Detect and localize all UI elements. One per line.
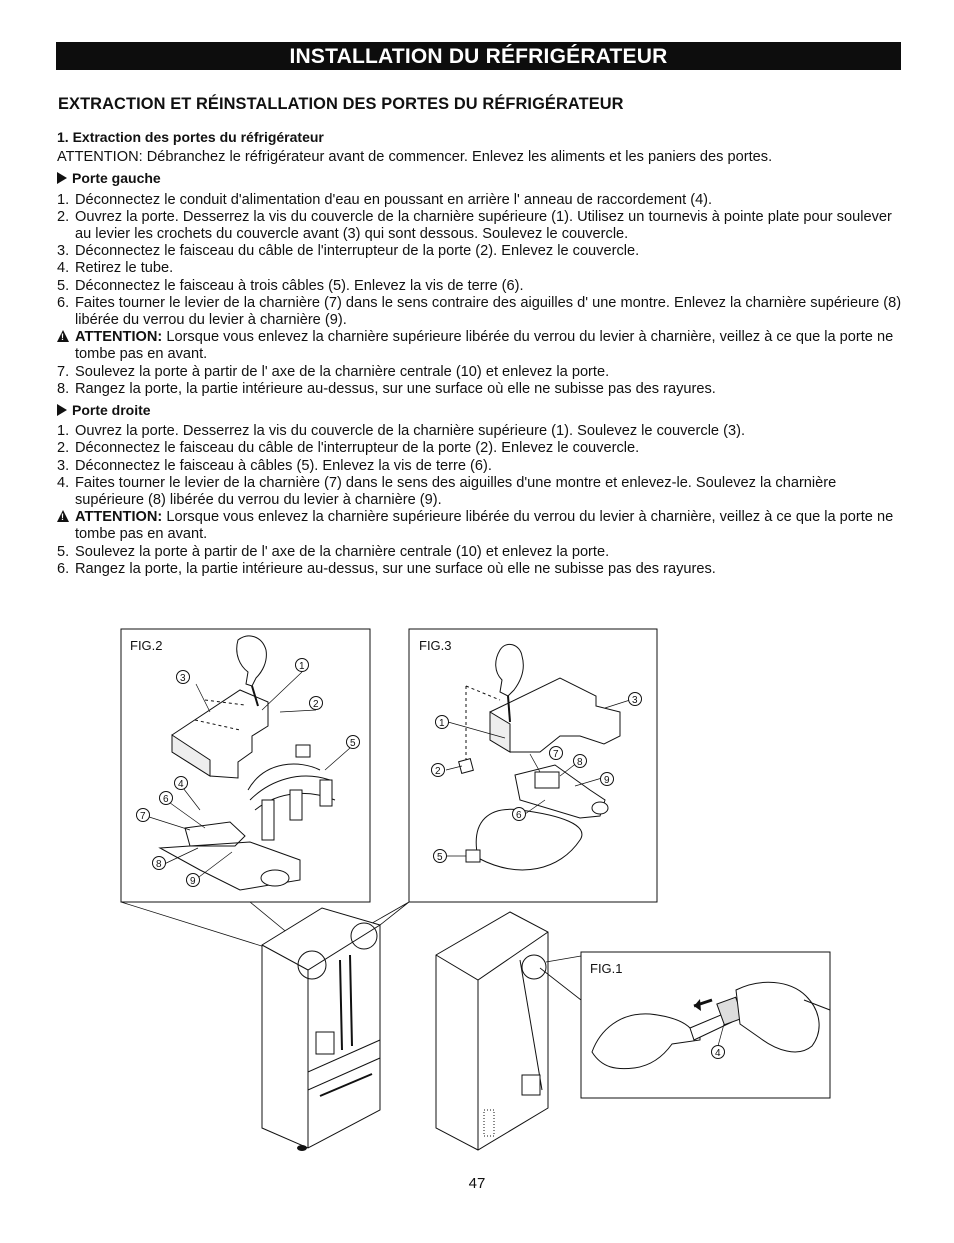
refrigerator-rear (436, 912, 581, 1150)
svg-text:7: 7 (553, 749, 559, 760)
list-item: 5. Déconnectez le faisceau à trois câbles (5). Enlevez la vis de terre (6). (57, 277, 524, 294)
warning-note: ! ATTENTION: Lorsque vous enlevez la charnière supérieure libérée du verrou du levier à charnière, veillez à ce que la porte ne tombe pas en avant. (57, 509, 902, 543)
list-item: 3. Déconnectez le faisceau à câbles (5). Enlevez la vis de terre (6). (57, 457, 492, 474)
refrigerator-front (262, 908, 380, 1151)
list-item: 1. Ouvrez la porte. Desserrez la vis du couvercle de la charnière supérieure (1). Soulevez le couvercle (3). (57, 423, 745, 440)
list-item: 3. Déconnectez le faisceau du câble de l'interrupteur de la porte (2). Enlevez le couvercle. (57, 243, 640, 260)
page-title: INSTALLATION DU RÉFRIGÉRATEUR (56, 42, 901, 70)
svg-text:9: 9 (190, 876, 196, 887)
svg-text:5: 5 (437, 852, 443, 863)
svg-text:3: 3 (180, 673, 186, 684)
fig1-label: FIG.1 (590, 961, 623, 976)
fig2-callouts (137, 659, 360, 888)
list-item: 5. Soulevez la porte à partir de l' axe de la charnière centrale (10) et enlevez la porte. (57, 543, 610, 560)
list-item: 2. Ouvrez la porte. Desserrez la vis du couvercle de la charnière supérieure (1). Utilisez un tournevis à pointe plate pour soulever au levier les crochets du couvercle avant (3) qui sont dessous. Soulevez le couvercle. (57, 208, 892, 243)
fig3-diagram (409, 629, 657, 902)
left-door-title: Porte gauche (57, 170, 902, 187)
fig3-label: FIG.3 (419, 638, 452, 653)
svg-text:3: 3 (632, 695, 638, 706)
svg-text:6: 6 (163, 794, 169, 805)
list-item: 6. Rangez la porte, la partie intérieure au-dessus, sur une surface où elle ne subisse pas des rayures. (57, 560, 716, 577)
fig1-callout: 4 (715, 1048, 721, 1059)
svg-text:8: 8 (156, 859, 162, 870)
intro-paragraph: ATTENTION: Débranchez le réfrigérateur avant de commencer. Enlevez les aliments et les paniers des portes. (57, 149, 773, 166)
svg-text:5: 5 (350, 738, 356, 749)
svg-text:6: 6 (516, 810, 522, 821)
subsection-title: 1. Extraction des portes du réfrigérateur (57, 129, 324, 145)
fig2-label: FIG.2 (130, 638, 163, 653)
svg-text:4: 4 (178, 779, 184, 790)
right-door-title: Porte droite (57, 402, 902, 419)
page-number: 47 (468, 1175, 486, 1192)
svg-text:9: 9 (604, 775, 610, 786)
fig2-diagram (121, 629, 370, 902)
section-heading: EXTRACTION ET RÉINSTALLATION DES PORTES DU RÉFRIGÉRATEUR (58, 95, 624, 113)
svg-text:7: 7 (140, 811, 146, 822)
svg-text:2: 2 (313, 699, 319, 710)
list-item: 4. Faites tourner le levier de la charnière (7) dans le sens des aiguilles d'une montre et enlevez-le. Soulevez la charnière supérieure (8) libérée du verrou du levier à charnière (9). (57, 474, 837, 509)
list-item: 7. Soulevez la porte à partir de l' axe de la charnière centrale (10) et enlevez la porte. (57, 363, 610, 380)
fig1-diagram (581, 952, 830, 1098)
list-item: 4. Retirez le tube. (57, 260, 174, 277)
list-item: 1. Déconnectez le conduit d'alimentation d'eau en poussant en arrière l' anneau de raccordement (4). (57, 191, 713, 208)
svg-text:8: 8 (577, 757, 583, 768)
svg-text:2: 2 (435, 766, 441, 777)
svg-text:1: 1 (299, 661, 305, 672)
list-item: 8. Rangez la porte, la partie intérieure au-dessus, sur une surface où elle ne subisse pas des rayures. (57, 380, 716, 397)
warning-note: ! ATTENTION: Lorsque vous enlevez la charnière supérieure libérée du verrou du levier à charnière, veillez à ce que la porte ne tombe pas en avant. (57, 329, 902, 363)
list-item: 2. Déconnectez le faisceau du câble de l'interrupteur de la porte (2). Enlevez le couvercle. (57, 440, 640, 457)
svg-text:1: 1 (439, 718, 445, 729)
list-item: 6. Faites tourner le levier de la charnière (7) dans le sens contraire des aiguilles d' une montre. Enlevez la charnière supérieure (8) libérée du verrou du levier à charnière (9). (57, 294, 902, 329)
